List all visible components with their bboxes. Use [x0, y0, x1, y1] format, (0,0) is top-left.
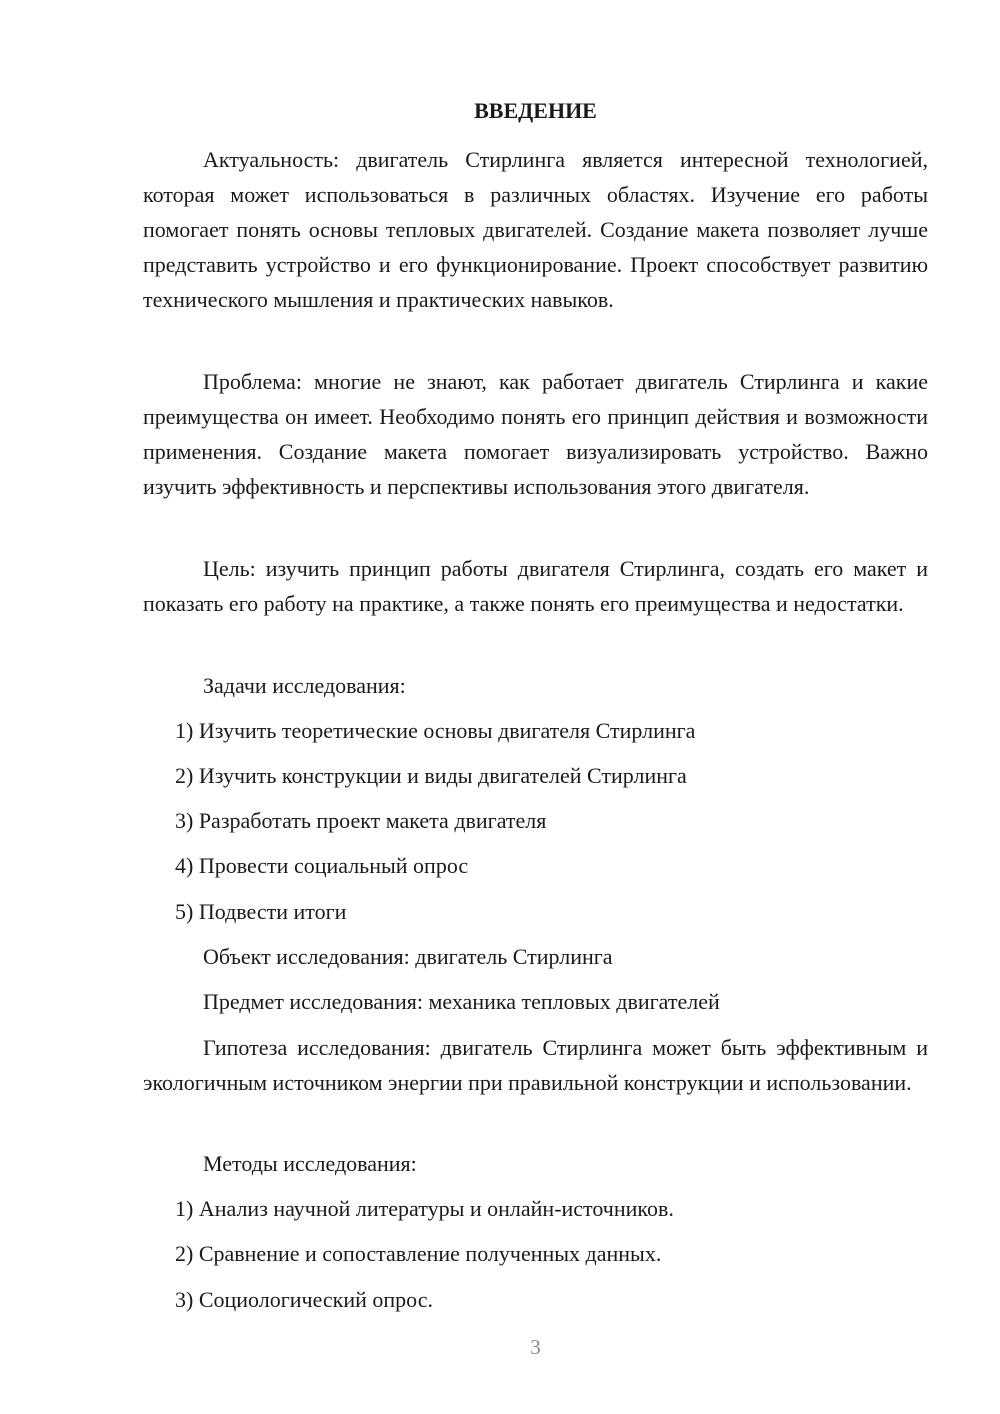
task-item-1: 1) Изучить теоретические основы двигателя Стирлинга [175, 718, 696, 743]
tasks-heading: Задачи исследования: [203, 673, 406, 698]
task-item-5: 5) Подвести итоги [175, 899, 347, 924]
method-item-2: 2) Сравнение и сопоставление полученных данных. [175, 1241, 662, 1266]
page-number: 3 [530, 1335, 541, 1359]
method-item-3: 3) Социологический опрос. [175, 1287, 433, 1312]
research-object: Объект исследования: двигатель Стирлинга [203, 944, 613, 969]
research-subject: Предмет исследования: механика тепловых двигателей [203, 989, 720, 1014]
section-title: ВВЕДЕНИЕ [474, 98, 597, 123]
task-item-2: 2) Изучить конструкции и виды двигателей Стирлинга [175, 763, 687, 788]
methods-heading: Методы исследования: [203, 1151, 417, 1176]
task-item-4: 4) Провести социальный опрос [175, 853, 469, 878]
paragraph-hypothesis: Гипотеза исследования: двигатель Стирлинга может быть эффективным и экологичным источником энергии при правильной конструкции и использовании. [143, 1035, 928, 1095]
method-item-1: 1) Анализ научной литературы и онлайн-источников. [175, 1196, 674, 1221]
paragraph-problem: Проблема: многие не знают, как работает двигатель Стирлинга и какие преимущества он имеет. Необходимо понять его принцип действия и возможности применения. Создание макета помогает визуализировать устройство. Важно изучить эффективность и перспективы использования этого двигателя. [143, 369, 928, 499]
paragraph-relevance: Актуальность: двигатель Стирлинга является интересной технологией, которая может использоваться в различных областях. Изучение его работы помогает понять основы тепловых двигателей. Создание макета позволяет лучше представить устройство и его функционирование. Проект способствует развитию технического мышления и практических навыков. [143, 147, 928, 312]
paragraph-goal: Цель: изучить принцип работы двигателя Стирлинга, создать его макет и показать его работу на практике, а также понять его преимущества и недостатки. [143, 556, 928, 616]
task-item-3: 3) Разработать проект макета двигателя [175, 808, 547, 833]
